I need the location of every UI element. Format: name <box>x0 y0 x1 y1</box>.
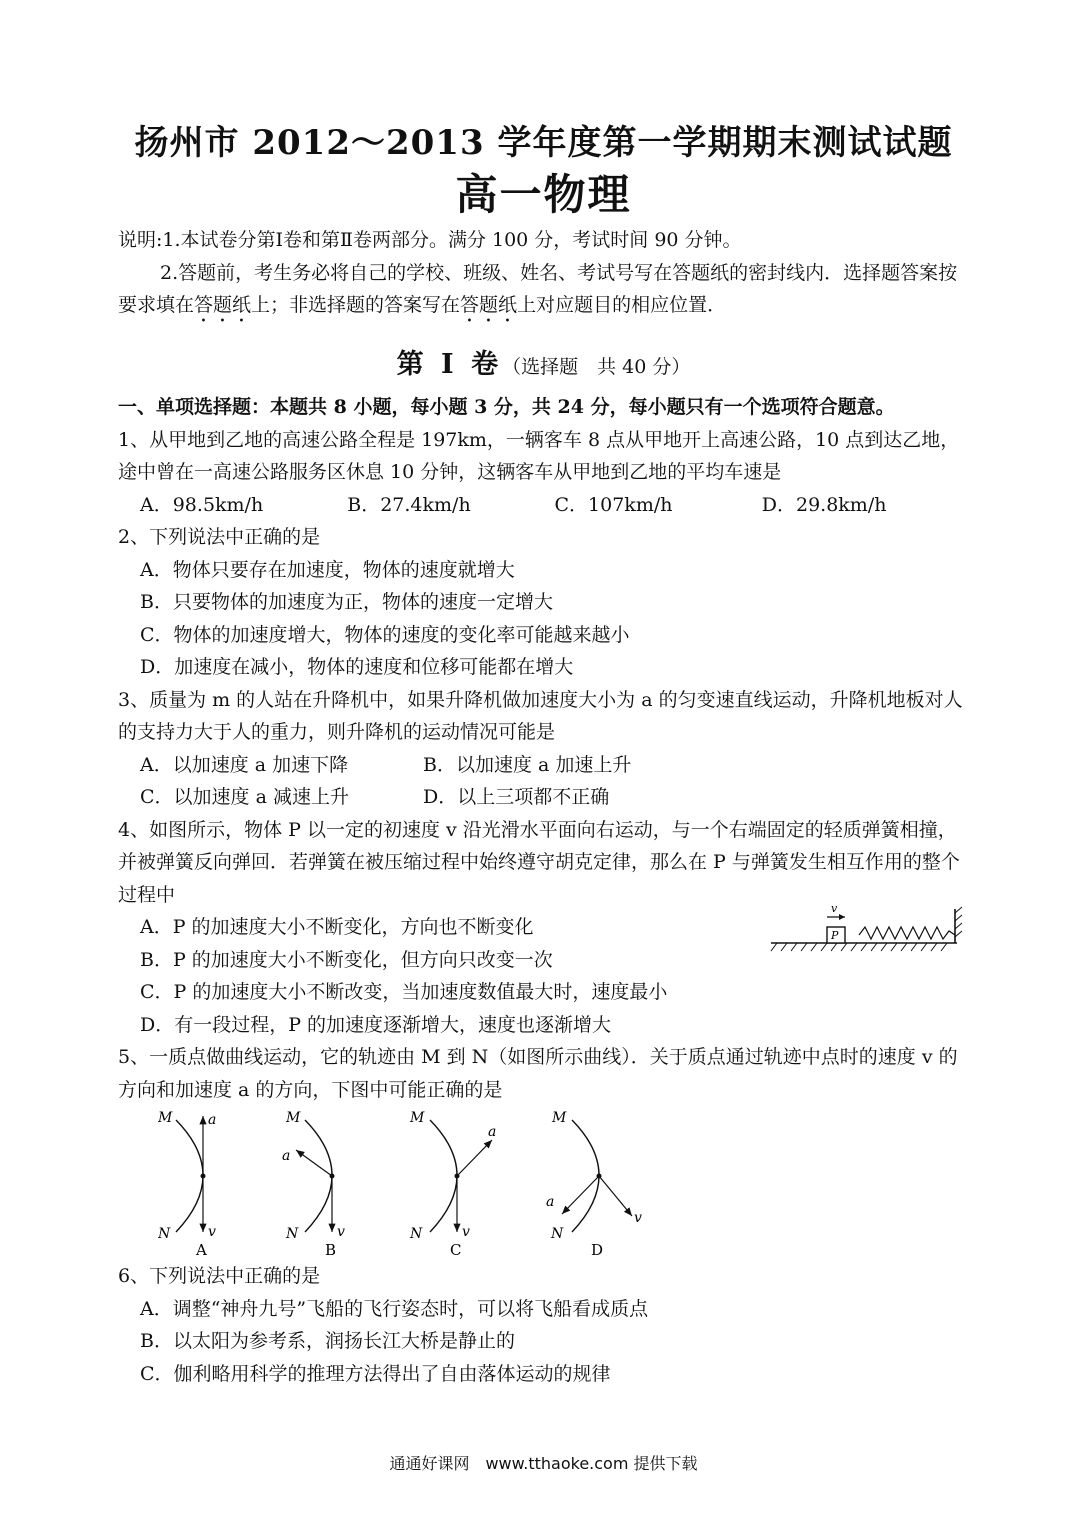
question-1-options <box>118 489 969 522</box>
exam-title: 扬州市 2012～2013 学年度第一学期期末测试试题 <box>134 123 953 163</box>
volume-subtitle: （选择题 共 40 分） <box>502 356 691 378</box>
note-2-text: 2.答题前，考生务必将自己的学校、班级、姓名、考试号写在答题纸的密封线内．选择题答案按要求填在 <box>118 261 958 316</box>
figure-a-acc-label: a <box>208 1112 217 1128</box>
question-5-stem: 5、一质点做曲线运动，它的轨迹由 M 到 N（如图所示曲线）．关于质点通过轨迹中点时的速度 v 的方向和加速度 a 的方向，下图中可能正确的是 <box>118 1046 958 1101</box>
figure-c-vel-label: v <box>462 1224 470 1240</box>
q6-option-c: C．伽利略用科学的推理方法得出了自由落体运动的规律 <box>140 1362 611 1385</box>
volume-heading <box>118 345 969 387</box>
q4-option-b: B．P 的加速度大小不断变化，但方向只改变一次 <box>140 948 553 971</box>
figure-b-m-label: M <box>286 1110 301 1126</box>
question-6-stem: 6、下列说法中正确的是 <box>118 1265 321 1287</box>
figure-d-m-label: M <box>552 1110 567 1126</box>
question-3-stem: 3、质量为 m 的人站在升降机中，如果升降机做加速度大小为 a 的匀变速直线运动，升降机地板对人的支持力大于人的重力，则升降机的运动情况可能是 <box>118 688 963 743</box>
note-2-emph-1: 答题纸 <box>194 294 252 316</box>
q3-option-d: D．以上三项都不正确 <box>423 786 610 808</box>
figure-a-vel-label: v <box>208 1224 216 1240</box>
figure-a <box>158 1110 216 1258</box>
block-p-label: P <box>831 929 839 942</box>
figure-d-vel-label: v <box>634 1210 642 1226</box>
question-3-options-row-2 <box>118 781 969 814</box>
note-1: 说明:1.本试卷分第Ⅰ卷和第Ⅱ卷两部分。满分 100 分，考试时间 90 分钟。 <box>118 229 742 251</box>
figure-c-caption: C <box>450 1241 462 1258</box>
figure-d <box>546 1110 642 1258</box>
q4-option-c: C．P 的加速度大小不断改变，当加速度数值最大时，速度最小 <box>140 981 668 1003</box>
figure-c <box>409 1110 496 1258</box>
question-3-options-row-1 <box>118 749 969 782</box>
q1-option-b: B．27.4km/h <box>347 493 471 516</box>
figure-c-n-label: N <box>410 1226 423 1242</box>
note-2-emph-2: 答题纸 <box>460 294 518 316</box>
spring-block-figure <box>769 901 969 959</box>
figure-b-caption: B <box>325 1241 337 1258</box>
q1-option-d: D．29.8km/h <box>761 493 887 516</box>
figure-d-caption: D <box>591 1241 604 1258</box>
figure-a-caption: A <box>196 1241 207 1258</box>
question-2-stem: 2、下列说法中正确的是 <box>118 526 321 548</box>
q4-option-a: A．P 的加速度大小不断变化，方向也不断变化 <box>140 916 534 938</box>
q6-option-a: A．调整“神舟九号”飞船的飞行姿态时，可以将飞船看成质点 <box>140 1297 649 1320</box>
trajectory-figures-svg <box>158 1110 718 1258</box>
question-1-stem: 1、从甲地到乙地的高速公路全程是 197km，一辆客车 8 点从甲地开上高速公路，10 点到达乙地，途中曾在一高速公路服务区休息 10 分钟，这辆客车从甲地到乙地的平均车速是 <box>118 428 960 483</box>
q3-option-a: A．以加速度 a 加速下降 <box>140 753 349 776</box>
figure-d-acc-label: a <box>546 1194 555 1210</box>
figure-b <box>282 1110 345 1258</box>
figure-b-n-label: N <box>286 1226 299 1242</box>
q3-option-b: B．以加速度 a 加速上升 <box>423 753 632 776</box>
note-2-text-mid: 上；非选择题的答案写在 <box>251 294 461 316</box>
q6-option-b: B．以太阳为参考系，润扬长江大桥是静止的 <box>140 1330 515 1352</box>
trajectory-figures <box>118 1110 969 1258</box>
volume-title: 第 Ⅰ 卷 <box>396 349 503 380</box>
section-heading: 一、单项选择题：本题共 8 小题，每小题 3 分，共 24 分，每小题只有一个选项符合题意。 <box>118 396 895 418</box>
note-2 <box>118 257 969 328</box>
q2-option-d: D．加速度在减小，物体的速度和位移可能都在增大 <box>140 656 574 678</box>
q2-option-c: C．物体的加速度增大，物体的速度的变化率可能越来越小 <box>140 623 630 646</box>
page-footer: 通通好课网 www.tthaoke.com 提供下载 <box>389 1454 698 1473</box>
note-2-text-post: 上对应题目的相应位置． <box>517 294 727 316</box>
question-4-body <box>118 902 969 1041</box>
figure-b-acc-label: a <box>282 1148 291 1164</box>
figure-c-acc-label: a <box>488 1124 497 1140</box>
figure-a-n-label: N <box>158 1226 171 1242</box>
figure-c-m-label: M <box>410 1110 425 1126</box>
figure-b-vel-label: v <box>337 1224 345 1240</box>
subject-title: 高一物理 <box>455 170 632 219</box>
question-4-stem: 4、如图所示，物体 P 以一定的初速度 v 沿光滑水平面向右运动，与一个右端固定的轻质弹簧相撞，并被弹簧反向弹回．若弹簧在被压缩过程中始终遵守胡克定律，那么在 P 与弹簧发生相互作用的整个过程中 <box>118 818 960 906</box>
q1-option-a: A．98.5km/h <box>140 493 264 516</box>
spring-coil <box>859 927 955 939</box>
q4-option-d: D．有一段过程，P 的加速度逐渐增大，速度也逐渐增大 <box>140 1013 612 1036</box>
figure-d-n-label: N <box>551 1226 564 1242</box>
figure-a-m-label: M <box>158 1110 173 1126</box>
q1-option-c: C．107km/h <box>554 493 673 516</box>
q3-option-c: C．以加速度 a 减速上升 <box>140 786 349 808</box>
q2-option-a: A．物体只要存在加速度，物体的速度就增大 <box>140 558 515 581</box>
velocity-label: v <box>831 902 838 915</box>
q2-option-b: B．只要物体的加速度为正，物体的速度一定增大 <box>140 591 553 613</box>
